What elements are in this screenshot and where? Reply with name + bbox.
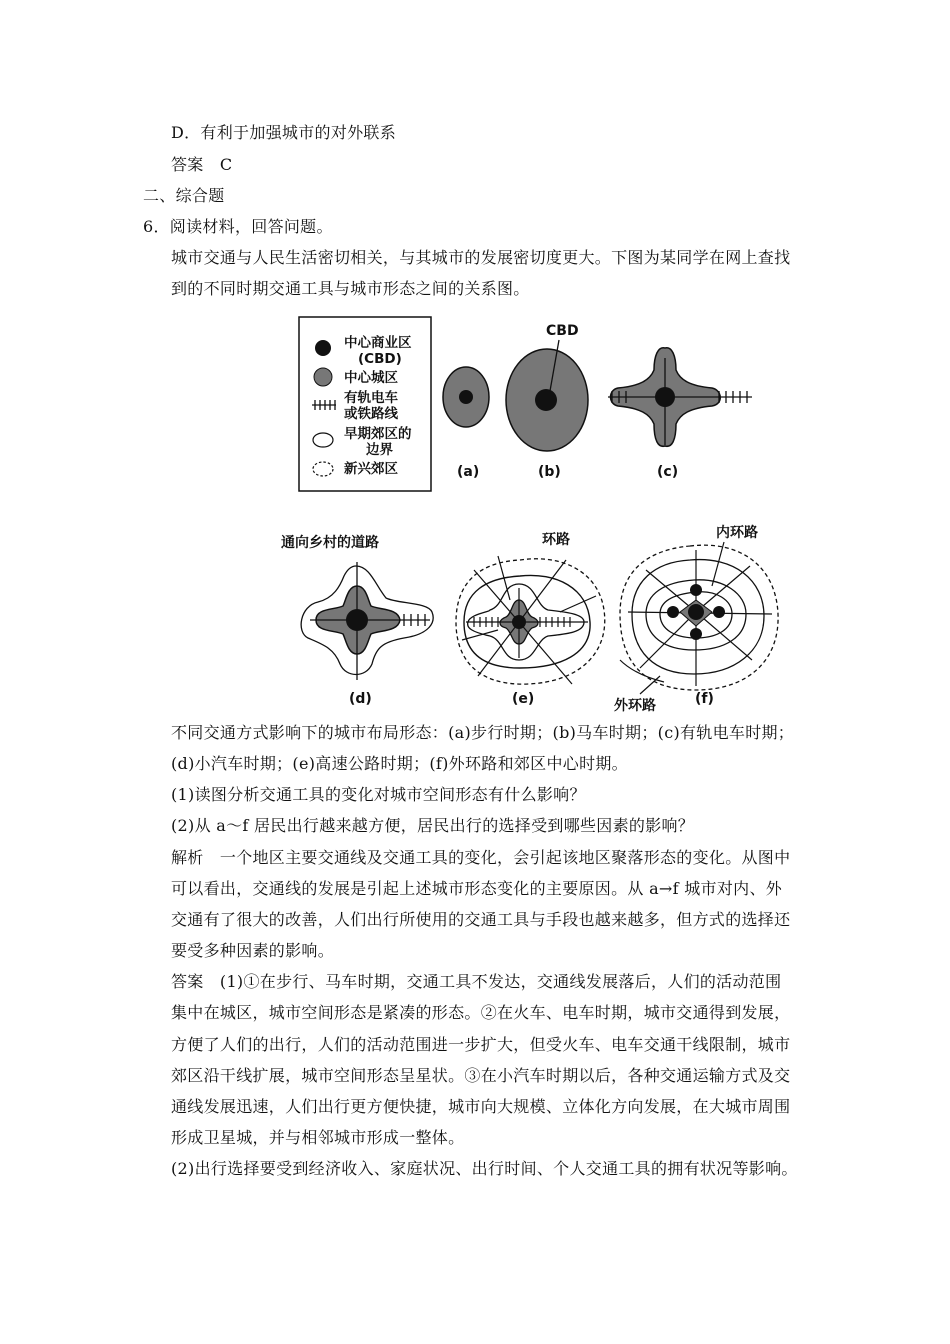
answer-line-5: 通线发展迅速，人们出行更方便快捷，城市向大规模、立体化方向发展，在大城市周围 xyxy=(171,1097,791,1116)
diagram-d-road-label: 通向乡村的道路 xyxy=(281,535,379,551)
diagram-b-label: (b) xyxy=(538,464,561,480)
diagram-f-suburb-center-west xyxy=(667,606,679,618)
legend-cbd-label-2: (CBD) xyxy=(358,351,402,367)
answer-line-3: 方便了人们的出行，人们的活动范围进一步扩大，但受火车、电车交通干线限制，城市 xyxy=(171,1035,791,1054)
legend-rail-icon xyxy=(312,400,336,410)
legend-cbd-dot xyxy=(315,340,331,356)
caption-line-1: 不同交通方式影响下的城市布局形态：(a)步行时期；(b)马车时期；(c)有轨电车时期； xyxy=(171,723,795,742)
diagram-f-label: (f) xyxy=(695,691,714,707)
question-2: (2)从 a～f 居民出行越来越方便，居民出行的选择受到哪些因素的影响？ xyxy=(171,816,695,835)
caption-line-2: (d)小汽车时期；(e)高速公路时期；(f)外环路和郊区中心时期。 xyxy=(171,754,628,773)
analysis-line-3: 交通有了很大的改善，人们出行所使用的交通工具与手段也越来越多，但方式的选择还 xyxy=(171,910,791,929)
legend-early-label-2: 边界 xyxy=(366,442,393,458)
material-line-1: 城市交通与人民生活密切相关，与其城市的发展密切度更大。下图为某同学在网上查找 xyxy=(171,248,791,267)
question-6-title: 6．阅读材料，回答问题。 xyxy=(143,217,333,236)
legend-central-area xyxy=(314,368,332,386)
legend-new-suburb xyxy=(313,462,333,476)
diagram-f-inner-ring-pointer xyxy=(712,542,724,586)
legend-early-label: 早期郊区的 xyxy=(344,426,412,442)
answer-line-4: 郊区沿干线扩展，城市空间形态呈星状。③在小汽车时期以后，各种交通运输方式及交 xyxy=(171,1066,791,1085)
option-d: D．有利于加强城市的对外联系 xyxy=(171,123,397,142)
analysis-line-4: 要受多种因素的影响。 xyxy=(171,941,335,960)
legend-rail-label: 有轨电车 xyxy=(344,390,398,406)
diagram-a-cbd xyxy=(459,390,473,404)
answer-previous: 答案 C xyxy=(171,155,233,174)
diagram-e-cbd xyxy=(512,615,526,629)
diagram-b-cbd xyxy=(535,389,557,411)
section-heading: 二、综合题 xyxy=(143,186,225,205)
diagram-f-suburb-center-south xyxy=(690,628,702,640)
diagram-f-outer-ring-label: 外环路 xyxy=(614,698,656,714)
answer-line-1: 答案 (1)①在步行、马车时期，交通工具不发达，交通线发展落后，人们的活动范围 xyxy=(171,972,782,991)
question-1: (1)读图分析交通工具的变化对城市空间形态有什么影响？ xyxy=(171,785,586,804)
answer-line-2: 集中在城区，城市空间形态是紧凑的形态。②在火车、电车时期，城市交通得到发展， xyxy=(171,1003,791,1022)
diagram-f-suburb-center-north xyxy=(690,584,702,596)
answer-line-6: 形成卫星城，并与相邻城市形成一整体。 xyxy=(171,1128,465,1147)
diagram-b-cbd-label: CBD xyxy=(546,323,579,339)
diagram-e-ring-label: 环路 xyxy=(542,532,570,548)
legend-early-suburb xyxy=(313,433,333,447)
legend-central-label: 中心城区 xyxy=(344,370,398,386)
diagram-d-cbd xyxy=(346,609,368,631)
material-line-2: 到的不同时期交通工具与城市形态之间的关系图。 xyxy=(171,279,530,298)
legend-cbd-label: 中心商业区 xyxy=(344,335,412,351)
diagram-c-label: (c) xyxy=(657,464,679,480)
diagram-c-cbd xyxy=(655,387,675,407)
analysis-line-2: 可以看出，交通线的发展是引起上述城市形态变化的主要原因。从 a→f 城市对内、外 xyxy=(171,879,783,898)
analysis-line-1: 解析 一个地区主要交通线及交通工具的变化，会引起该地区聚落形态的变化。从图中 xyxy=(171,848,791,867)
legend-rail-label-2: 或铁路线 xyxy=(344,406,398,422)
diagram-e-label: (e) xyxy=(512,691,535,707)
diagram-a-label: (a) xyxy=(457,464,480,480)
diagram-f-inner-ring-label: 内环路 xyxy=(716,525,758,541)
diagram-f-suburb-center-east xyxy=(713,606,725,618)
legend-new-label: 新兴郊区 xyxy=(344,461,398,477)
diagram-f-cbd xyxy=(688,604,704,620)
diagram-d-label: (d) xyxy=(349,691,372,707)
answer-line-7: (2)出行选择要受到经济收入、家庭状况、出行时间、个人交通工具的拥有状况等影响。 xyxy=(171,1159,798,1178)
